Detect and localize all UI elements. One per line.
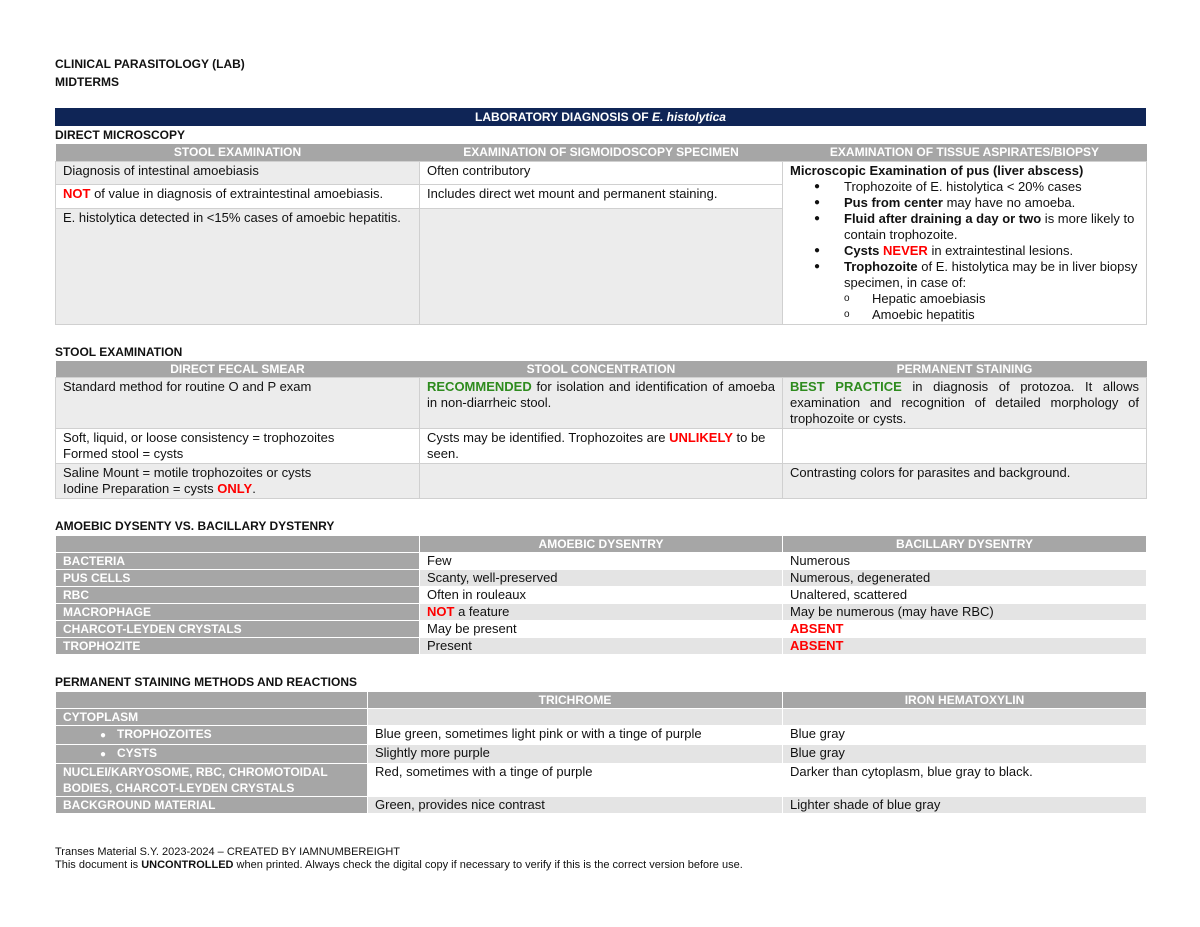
table-cell: Blue gray xyxy=(783,726,1147,745)
row-label: CYTOPLASM xyxy=(56,709,368,726)
staining-methods-table xyxy=(55,691,1147,814)
table-cell: NOT of value in diagnosis of extraintestinal amoebiasis. xyxy=(56,185,420,209)
table-cell xyxy=(368,709,783,726)
table-row xyxy=(56,745,1147,764)
table-row xyxy=(56,621,1147,638)
col-stool-examination: STOOL EXAMINATION xyxy=(56,144,420,161)
direct-microscopy-table xyxy=(55,144,1147,325)
table-cell: Includes direct wet mount and permanent staining. xyxy=(420,185,783,209)
table-cell: NOT a feature xyxy=(420,604,783,621)
stool-examination-table xyxy=(55,361,1147,500)
table-cell: Saline Mount = motile trophozoites or cysts Iodine Preparation = cysts ONLY. xyxy=(56,464,420,499)
col-tissue-aspirates: EXAMINATION OF TISSUE ASPIRATES/BIOPSY xyxy=(783,144,1147,161)
table-cell: Cysts may be identified. Trophozoites are UNLIKELY to be seen. xyxy=(420,429,783,464)
row-label: PUS CELLS xyxy=(56,570,420,587)
bullet-icon: ● xyxy=(99,749,107,760)
col-stool-concentration: STOOL CONCENTRATION xyxy=(420,361,783,378)
table-cell: Red, sometimes with a tinge of purple xyxy=(368,764,783,797)
staining-methods-title: PERMANENT STAINING METHODS AND REACTIONS xyxy=(55,675,358,689)
table-cell: BEST PRACTICE in diagnosis of protozoa. It allows examination and recognition of detailed morphology of trophozoite or cysts. xyxy=(783,378,1147,429)
table-row xyxy=(56,709,1147,726)
table-cell: Blue green, sometimes light pink or with a tinge of purple xyxy=(368,726,783,745)
row-label: NUCLEI/KARYOSOME, RBC, CHROMOTOIDAL BODIES, CHARCOT-LEYDEN CRYSTALS xyxy=(56,764,368,797)
row-label: ● TROPHOZOITES xyxy=(56,726,368,745)
col-trichrome: TRICHROME xyxy=(368,692,783,709)
tissue-bullet-list xyxy=(790,179,1139,323)
bullet-icon: ● xyxy=(99,730,107,741)
col-amoebic-dysentery: AMOEBIC DYSENTRY xyxy=(420,536,783,553)
table-cell: E. histolytica detected in <15% cases of amoebic hepatitis. xyxy=(56,208,420,324)
footer-credit: Transes Material S.Y. 2023-2024 – CREATED BY IAMNUMBEREIGHT xyxy=(55,846,400,858)
document-header xyxy=(55,55,1146,91)
table-cell: Contrasting colors for parasites and background. xyxy=(783,464,1147,499)
col-bacillary-dysentery: BACILLARY DYSENTRY xyxy=(783,536,1147,553)
list-item: ● Cysts NEVER in extraintestinal lesions. xyxy=(814,243,1139,259)
table-cell: Numerous xyxy=(783,553,1147,570)
sub-list-item: o Hepatic amoebiasis xyxy=(844,291,1139,307)
tissue-cell xyxy=(783,161,1147,324)
direct-microscopy-title: DIRECT MICROSCOPY xyxy=(55,128,186,142)
course-title: CLINICAL PARASITOLOGY (LAB) xyxy=(55,57,245,71)
table-row xyxy=(56,604,1147,621)
exam-label: MIDTERMS xyxy=(55,75,119,89)
banner-prefix: LABORATORY DIAGNOSIS OF xyxy=(475,110,652,124)
table-cell: ABSENT xyxy=(783,638,1147,655)
table-cell: Few xyxy=(420,553,783,570)
list-item: ● Trophozoite of E. histolytica < 20% cases xyxy=(814,179,1139,195)
row-label: MACROPHAGE xyxy=(56,604,420,621)
table-cell: Diagnosis of intestinal amoebiasis xyxy=(56,161,420,185)
row-label: BACTERIA xyxy=(56,553,420,570)
table-cell: Blue gray xyxy=(783,745,1147,764)
section-banner xyxy=(55,108,1146,126)
row-label: ● CYSTS xyxy=(56,745,368,764)
row-label: BACKGROUND MATERIAL xyxy=(56,797,368,814)
list-item: ● Trophozoite of E. histolytica may be in liver biopsy specimen, in case of: o Hepatic amoebiasis o Amoebic hepatitis xyxy=(814,259,1139,323)
table-cell: Often contributory xyxy=(420,161,783,185)
list-item: ● Fluid after draining a day or two is more likely to contain trophozoite. xyxy=(814,211,1139,243)
col-sigmoidoscopy: EXAMINATION OF SIGMOIDOSCOPY SPECIMEN xyxy=(420,144,783,161)
tissue-heading: Microscopic Examination of pus (liver abscess) xyxy=(790,162,1084,178)
footer-disclaimer: This document is UNCONTROLLED when printed. Always check the digital copy if necessary to verify if this is the correct version before use. xyxy=(55,859,743,871)
table-cell: Present xyxy=(420,638,783,655)
document-footer xyxy=(55,846,743,872)
sub-list-item: o Amoebic hepatitis xyxy=(844,307,1139,323)
table-cell xyxy=(420,208,783,324)
stool-examination-title: STOOL EXAMINATION xyxy=(55,344,183,359)
table-cell: Numerous, degenerated xyxy=(783,570,1147,587)
table-cell: RECOMMENDED for isolation and identification of amoeba in non-diarrheic stool. xyxy=(420,378,783,429)
table-cell: Unaltered, scattered xyxy=(783,587,1147,604)
table-cell: Darker than cytoplasm, blue gray to black. xyxy=(783,764,1147,797)
table-cell: Soft, liquid, or loose consistency = trophozoites Formed stool = cysts xyxy=(56,429,420,464)
row-label: TROPHOZITE xyxy=(56,638,420,655)
tissue-sub-list xyxy=(814,291,1139,323)
col-iron-hematoxylin: IRON HEMATOXYLIN xyxy=(783,692,1147,709)
table-row xyxy=(56,587,1147,604)
table-row xyxy=(56,553,1147,570)
col-blank xyxy=(56,692,368,709)
list-item: ● Pus from center may have no amoeba. xyxy=(814,195,1139,211)
dysentery-table xyxy=(55,535,1147,655)
table-row xyxy=(56,570,1147,587)
table-cell: Standard method for routine O and P exam xyxy=(56,378,420,429)
col-direct-fecal-smear: DIRECT FECAL SMEAR xyxy=(56,361,420,378)
table-row xyxy=(56,797,1147,814)
table-cell xyxy=(783,709,1147,726)
row-label: RBC xyxy=(56,587,420,604)
col-permanent-staining: PERMANENT STAINING xyxy=(783,361,1147,378)
banner-organism: E. histolytica xyxy=(651,110,726,124)
table-cell: May be present xyxy=(420,621,783,638)
table-cell: Slightly more purple xyxy=(368,745,783,764)
table-row xyxy=(56,764,1147,797)
table-row xyxy=(56,726,1147,745)
document-page xyxy=(55,55,1146,814)
table-cell: May be numerous (may have RBC) xyxy=(783,604,1147,621)
table-cell xyxy=(783,429,1147,464)
table-row xyxy=(56,638,1147,655)
table-cell: Green, provides nice contrast xyxy=(368,797,783,814)
table-cell xyxy=(420,464,783,499)
col-blank xyxy=(56,536,420,553)
table-cell: Lighter shade of blue gray xyxy=(783,797,1147,814)
table-cell: Often in rouleaux xyxy=(420,587,783,604)
table-cell: Scanty, well-preserved xyxy=(420,570,783,587)
table-cell: ABSENT xyxy=(783,621,1147,638)
dysentery-title: AMOEBIC DYSENTY VS. BACILLARY DYSTENRY xyxy=(55,519,335,533)
row-label: CHARCOT-LEYDEN CRYSTALS xyxy=(56,621,420,638)
